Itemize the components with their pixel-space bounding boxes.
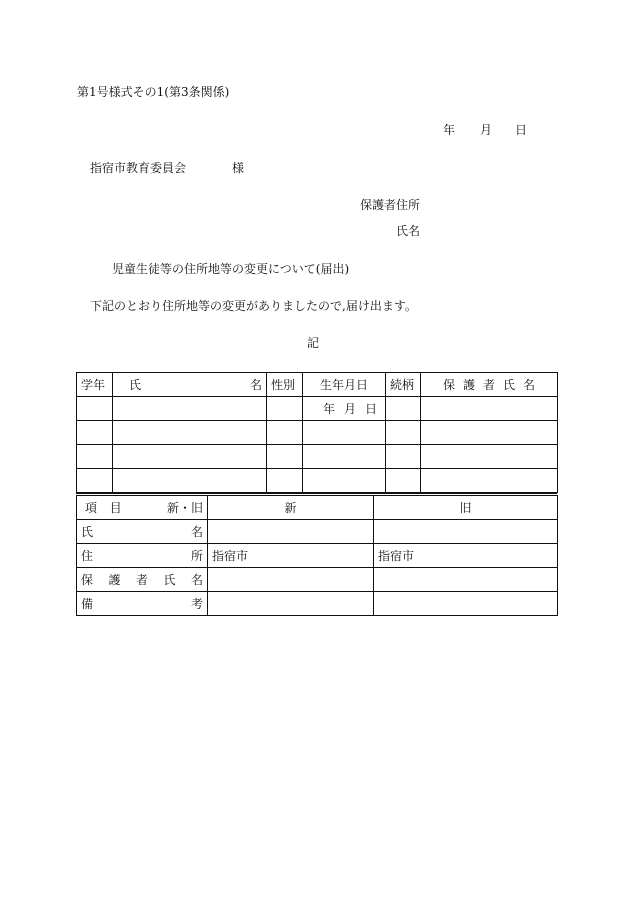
name-cell[interactable] [113,421,267,445]
gender-cell[interactable] [267,469,303,493]
addressee-honorific: 様 [232,161,245,175]
new-address-cell[interactable]: 指宿市 [208,544,374,568]
birthdate-cell[interactable] [303,469,386,493]
guardian-name-label: 氏名 [396,224,421,238]
grade-cell[interactable] [77,397,113,421]
table-row [77,544,558,568]
table-row [77,592,558,616]
old-address-cell[interactable]: 指宿市 [374,544,558,568]
guardian-name-cell[interactable] [421,445,558,469]
change-table-header-row [77,496,558,520]
row-label-name: 氏 名 [77,520,208,544]
relationship-cell[interactable] [386,445,421,469]
name-cell[interactable] [113,397,267,421]
change-table [76,495,558,616]
gender-header: 性別 [267,373,303,397]
birthdate-cell[interactable]: 年 月 日 [303,397,386,421]
new-name-cell[interactable] [208,520,374,544]
form-number: 第1号様式その1(第3条関係) [77,85,230,99]
ki-label: 記 [307,336,320,350]
birthdate-cell[interactable] [303,445,386,469]
relationship-cell[interactable] [386,397,421,421]
gender-cell[interactable] [267,445,303,469]
student-table-header-row [77,373,558,397]
date-month-label: 月 [480,123,493,137]
old-remarks-cell[interactable] [374,592,558,616]
birthdate-header: 生年月日 [303,373,386,397]
row-label-address: 住 所 [77,544,208,568]
guardian-name-cell[interactable] [421,469,558,493]
table-row [77,445,558,469]
old-guardian-name-cell[interactable] [374,568,558,592]
grade-cell[interactable] [77,421,113,445]
new-guardian-name-cell[interactable] [208,568,374,592]
table-row [77,397,558,421]
item-new-old-header: 項 目 新・旧 [77,496,208,520]
table-row [77,568,558,592]
row-label-guardian-name: 保 護 者 氏 名 [77,568,208,592]
new-remarks-cell[interactable] [208,592,374,616]
gender-cell[interactable] [267,397,303,421]
double-separator [76,492,557,494]
addressee-name: 指宿市教育委員会 [90,161,187,175]
guardian-name-header: 保 護 者 氏 名 [421,373,558,397]
old-header: 旧 [374,496,558,520]
gender-cell[interactable] [267,421,303,445]
relationship-header: 続柄 [386,373,421,397]
table-row [77,469,558,493]
guardian-name-cell[interactable] [421,421,558,445]
relationship-cell[interactable] [386,469,421,493]
name-cell[interactable] [113,469,267,493]
guardian-name-cell[interactable] [421,397,558,421]
name-header: 氏 名 [113,373,267,397]
old-name-cell[interactable] [374,520,558,544]
new-header: 新 [208,496,374,520]
guardian-address-label: 保護者住所 [360,198,421,212]
body-text: 下記のとおり住所地等の変更がありましたので,届け出ます。 [90,299,417,313]
student-table [76,372,558,493]
row-label-remarks: 備 考 [77,592,208,616]
table-row [77,520,558,544]
date-year-label: 年 [443,123,456,137]
table-row [77,421,558,445]
name-cell[interactable] [113,445,267,469]
grade-cell[interactable] [77,469,113,493]
date-day-label: 日 [515,123,528,137]
grade-header: 学年 [77,373,113,397]
grade-cell[interactable] [77,445,113,469]
birthdate-cell[interactable] [303,421,386,445]
document-title: 児童生徒等の住所地等の変更について(届出) [112,262,350,276]
relationship-cell[interactable] [386,421,421,445]
